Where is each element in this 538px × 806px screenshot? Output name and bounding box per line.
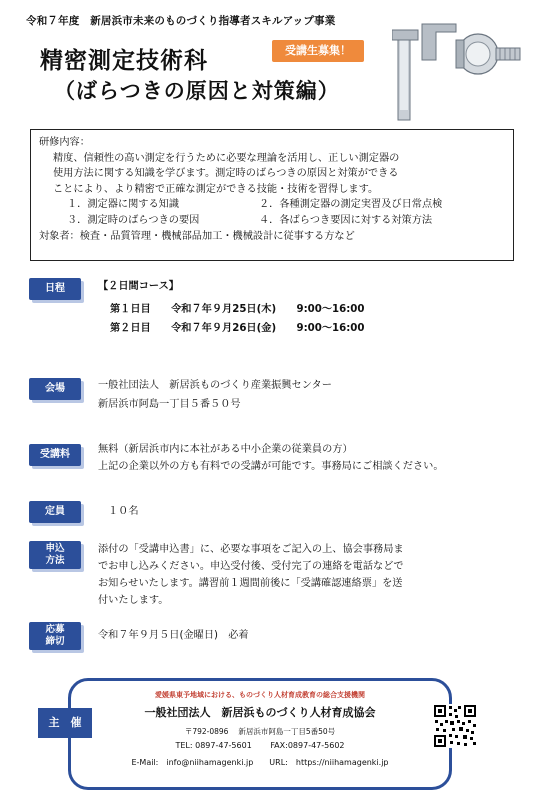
schedule-course: 【２日間コース】 (98, 281, 179, 292)
summary-items-row (39, 197, 505, 213)
organizer-name: 一般社団法人 新居浜ものづくり人材育成協会 (144, 706, 376, 719)
deadline-value: 令和７年９月５日(金曜日) 必着 (98, 630, 249, 641)
page-title: 精密測定技術科 (40, 48, 208, 74)
page-title-sub: （ばらつきの原因と対策編） (54, 79, 340, 103)
fee-line2: 上記の企業以外の方も有料での受講が可能です。事務局にご相談ください。 (98, 461, 444, 472)
summary-paragraph-line: 使用方法に関する知識を学びます。測定時のばらつきの原因と対策ができる (53, 168, 399, 180)
recruiting-badge: 受講生募集！ (272, 40, 364, 62)
application-label-line: 申込 (45, 543, 65, 554)
summary-paragraph-line: 精度、信頼性の高い測定を行うために必要な理論を活用し、正しい測定器の (53, 152, 400, 164)
organizer-tagline: 愛媛県東予地域における、ものづくり人材育成教育の総合支援機関 (155, 691, 365, 699)
summary-item: ４．各ばらつき要因に対する対策方法 (259, 214, 433, 226)
schedule-day2: 第２日目 令和７年９月26日(金) 9:00～16:00 (110, 323, 365, 334)
course-summary (30, 129, 514, 261)
application-line: お知らせいたします。講習前１週間前後に「受講確認連絡票」を送 (98, 578, 403, 589)
summary-paragraph-line: ことにより、より精密で正確な測定ができる技能・技術を習得します。 (53, 183, 379, 195)
summary-item: １．測定器に関する知識 (67, 199, 180, 211)
application-label (29, 541, 81, 569)
schedule-label: 日程 (29, 278, 81, 300)
fee-label: 受講料 (29, 444, 81, 466)
summary-item: ２．各種測定器の測定実習及び日常点検 (259, 199, 443, 211)
capacity-label: 定員 (29, 501, 81, 523)
application-label-line: 方法 (45, 555, 65, 566)
summary-items-row (39, 213, 505, 229)
organizer-address: 〒792-0896 新居浜市阿島一丁目5番50号 (184, 727, 336, 736)
deadline-label-line: 応募 (45, 624, 65, 635)
deadline-label-line: 締切 (45, 636, 65, 647)
capacity-value: １０名 (108, 506, 139, 517)
organizer-tag: 主 催 (38, 708, 92, 738)
event-subtitle: 令和７年度 新居浜市未来のものづくり指導者スキルアップ事業 (26, 15, 336, 27)
application-line: 添付の「受講申込書」に、必要な事項をご記入の上、協会事務局ま (98, 544, 404, 555)
organizer-contact: E-Mail: info@niihamagenki.jp URL: https://niihamagenki.jp (131, 758, 389, 767)
application-line: でお申し込みください。申込受付後、受付完了の連絡を電話などで (98, 561, 404, 572)
summary-target: 対象者：検査・品質管理・機械部品加工・機械設計に従事する方など (39, 230, 355, 242)
qr-code-icon[interactable] (433, 704, 477, 748)
organizer-phone: TEL: 0897-47-5601 FAX:0897-47-5602 (175, 741, 345, 750)
summary-heading: 研修内容： (39, 137, 90, 148)
deadline-label (29, 622, 81, 650)
venue-address: 新居浜市阿島一丁目５番５０号 (98, 399, 241, 410)
application-line: 付いたします。 (98, 595, 169, 606)
summary-item: ３．測定時のばらつきの要因 (67, 214, 200, 226)
venue-label: 会場 (29, 378, 81, 400)
venue-name: 一般社団法人 新居浜ものづくり産業振興センター (98, 380, 332, 391)
caliper-icon (392, 20, 522, 122)
schedule-day1: 第１日目 令和７年９月25日(木) 9:00～16:00 (110, 304, 365, 315)
fee-line1: 無料（新居浜市内に本社がある中小企業の従業員の方） (98, 444, 353, 455)
